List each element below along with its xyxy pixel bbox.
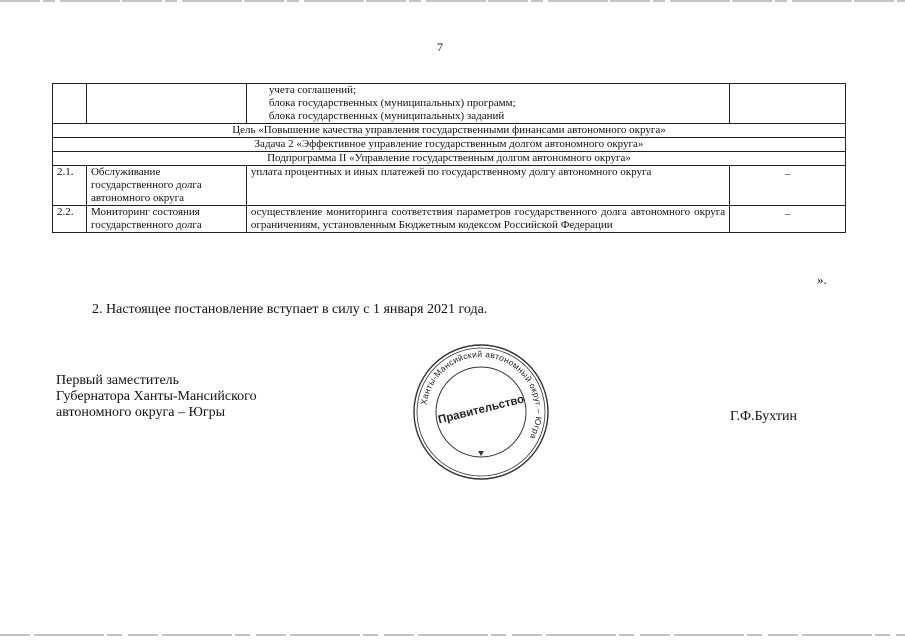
table-row-goal: [53, 124, 846, 138]
signer-position-line: автономного округа – Югры: [56, 405, 225, 420]
signer-position: [56, 373, 257, 421]
measure-value: –: [730, 206, 846, 233]
measure-name: Мониторинг состояния государственного долга: [86, 206, 246, 233]
table-row: [53, 206, 846, 233]
table-row-subprogram: [53, 152, 846, 166]
measure-name: Обслуживание государственного долга автономного округа: [86, 166, 246, 206]
scan-edge-bottom: [0, 634, 905, 636]
signer-name: Г.Ф.Бухтин: [730, 409, 798, 424]
measure-value: –: [730, 166, 846, 206]
row-number: 2.2.: [53, 206, 87, 233]
seal-center-text: Правительство: [436, 393, 526, 427]
seal-star-icon: [478, 451, 484, 456]
closing-quote: ».: [817, 272, 827, 287]
scan-edge-top: [0, 0, 905, 2]
list-item: блока государственных (муниципальных) заданий: [268, 110, 505, 122]
continuation-list: [246, 84, 729, 124]
task-heading: Задача 2 «Эффективное управление государственным долгом автономного округа»: [53, 138, 846, 152]
signer-position-line: Первый заместитель: [56, 373, 180, 388]
list-item: учета соглашений;: [268, 84, 357, 96]
table-row: [53, 166, 846, 206]
page-number: 7: [437, 40, 443, 54]
svg-text:Ханты-Мансийский автономный ок: [418, 349, 544, 441]
row-number: 2.1.: [53, 166, 87, 206]
seal-ring-text: Ханты-Мансийский автономный округ – Югра: [418, 348, 545, 442]
measure-description: уплата процентных и иных платежей по государственному долгу автономного округа: [246, 166, 729, 206]
measures-table: [52, 83, 846, 233]
goal-heading: Цель «Повышение качества управления государственными финансами автономного округа»: [53, 124, 846, 138]
signer-position-line: Губернатора Ханты-Мансийского: [56, 389, 257, 404]
measure-description: осуществление мониторинга соответствия параметров государственного долга автономного округа ограничениям, установленным Бюджетным кодексом Российской Федерации: [246, 206, 729, 233]
subprogram-heading: Подпрограмма II «Управление государственным долгом автономного округа»: [53, 152, 846, 166]
effective-date-clause: 2. Настоящее постановление вступает в силу с 1 января 2021 года.: [92, 302, 488, 317]
table-row-task: [53, 138, 846, 152]
official-seal: [412, 343, 550, 481]
list-item: блока государственных (муниципальных) программ;: [268, 97, 516, 109]
table-row-continuation: [53, 84, 846, 124]
